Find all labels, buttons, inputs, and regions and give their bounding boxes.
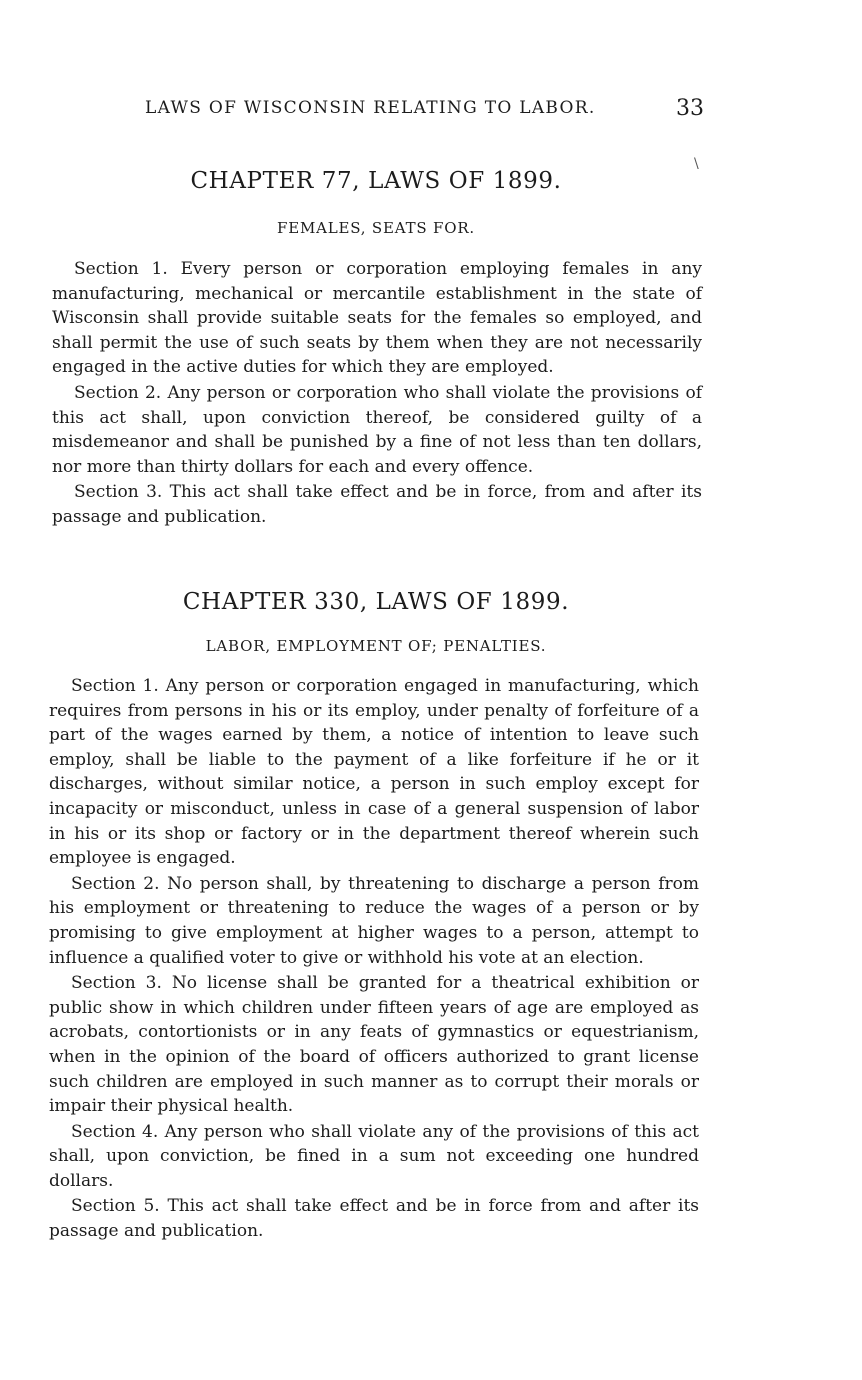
section-paragraph: Section 3. This act shall take effect and be in force, from and after its passage and publication. <box>52 482 702 527</box>
chapter-title: CHAPTER 77, LAWS OF 1899. <box>190 168 562 194</box>
chapter-subtitle: LABOR, EMPLOYMENT OF; PENALTIES. <box>205 637 547 655</box>
chapter-330-body <box>49 674 699 1245</box>
chapter-77-body <box>52 257 702 531</box>
speck-mark: \ <box>694 156 699 172</box>
page-number: 33 <box>676 96 704 121</box>
running-title: LAWS OF WISCONSIN RELATING TO LABOR. <box>145 98 596 118</box>
section-paragraph: Section 5. This act shall take effect and be in force from and after its passage and publication. <box>49 1196 699 1242</box>
chapter-77-heading <box>50 168 702 194</box>
section-paragraph: Section 4. Any person who shall violate any of the provisions of this act shall, upon conviction, be fined in a sum not exceeding one hundred dollars. <box>49 1121 699 1191</box>
chapter-330-subheading <box>50 637 702 655</box>
section-paragraph: Section 2. Any person or corporation who shall violate the provisions of this act shall, upon conviction thereof, be considered guilty of a misdemeanor and shall be punished by a fine of not less than ten dollars, nor more than thirty dollars for each and every offence. <box>52 382 702 477</box>
chapter-title: CHAPTER 330, LAWS OF 1899. <box>182 589 570 615</box>
section-paragraph: Section 2. No person shall, by threatening to discharge a person from his employment or threatening to reduce the wages of a person or by promising to give employment at higher wages to a person, attempt to influence a qualified voter to give or withhold his vote at an election. <box>49 873 699 968</box>
running-head <box>0 98 862 124</box>
section-paragraph: Section 1. Any person or corporation engaged in manufacturing, which requires from persons in his or its employ, under penalty of forfeiture of a part of the wages earned by them, a notice of intention to leave such employ, shall be liable to the payment of a like forfeiture if he or it discharges, without similar notice, a person in such employ except for incapacity or misconduct, unless in case of a general suspension of labor in his or its shop or factory or in the department thereof wherein such employee is engaged. <box>49 676 699 869</box>
section-paragraph: Section 3. No license shall be granted for a theatrical exhibition or public show in which children under fifteen years of age are employed as acrobats, contortionists or in any feats of gymnastics or equestrianism, when in the opinion of the board of officers authorized to grant license such children are employed in such manner as to corrupt their morals or impair their physical health. <box>49 973 699 1117</box>
section-paragraph: Section 1. Every person or corporation employing females in any manufacturing, mechanical or mercantile establishment in the state of Wisconsin shall provide suitable seats for the females so employed, and shall permit the use of such seats by them when they are not necessarily engaged in the active duties for which they are employed. <box>52 259 702 378</box>
chapter-330-heading <box>50 589 702 615</box>
chapter-77-subheading <box>50 219 702 237</box>
chapter-subtitle: FEMALES, SEATS FOR. <box>277 219 475 237</box>
